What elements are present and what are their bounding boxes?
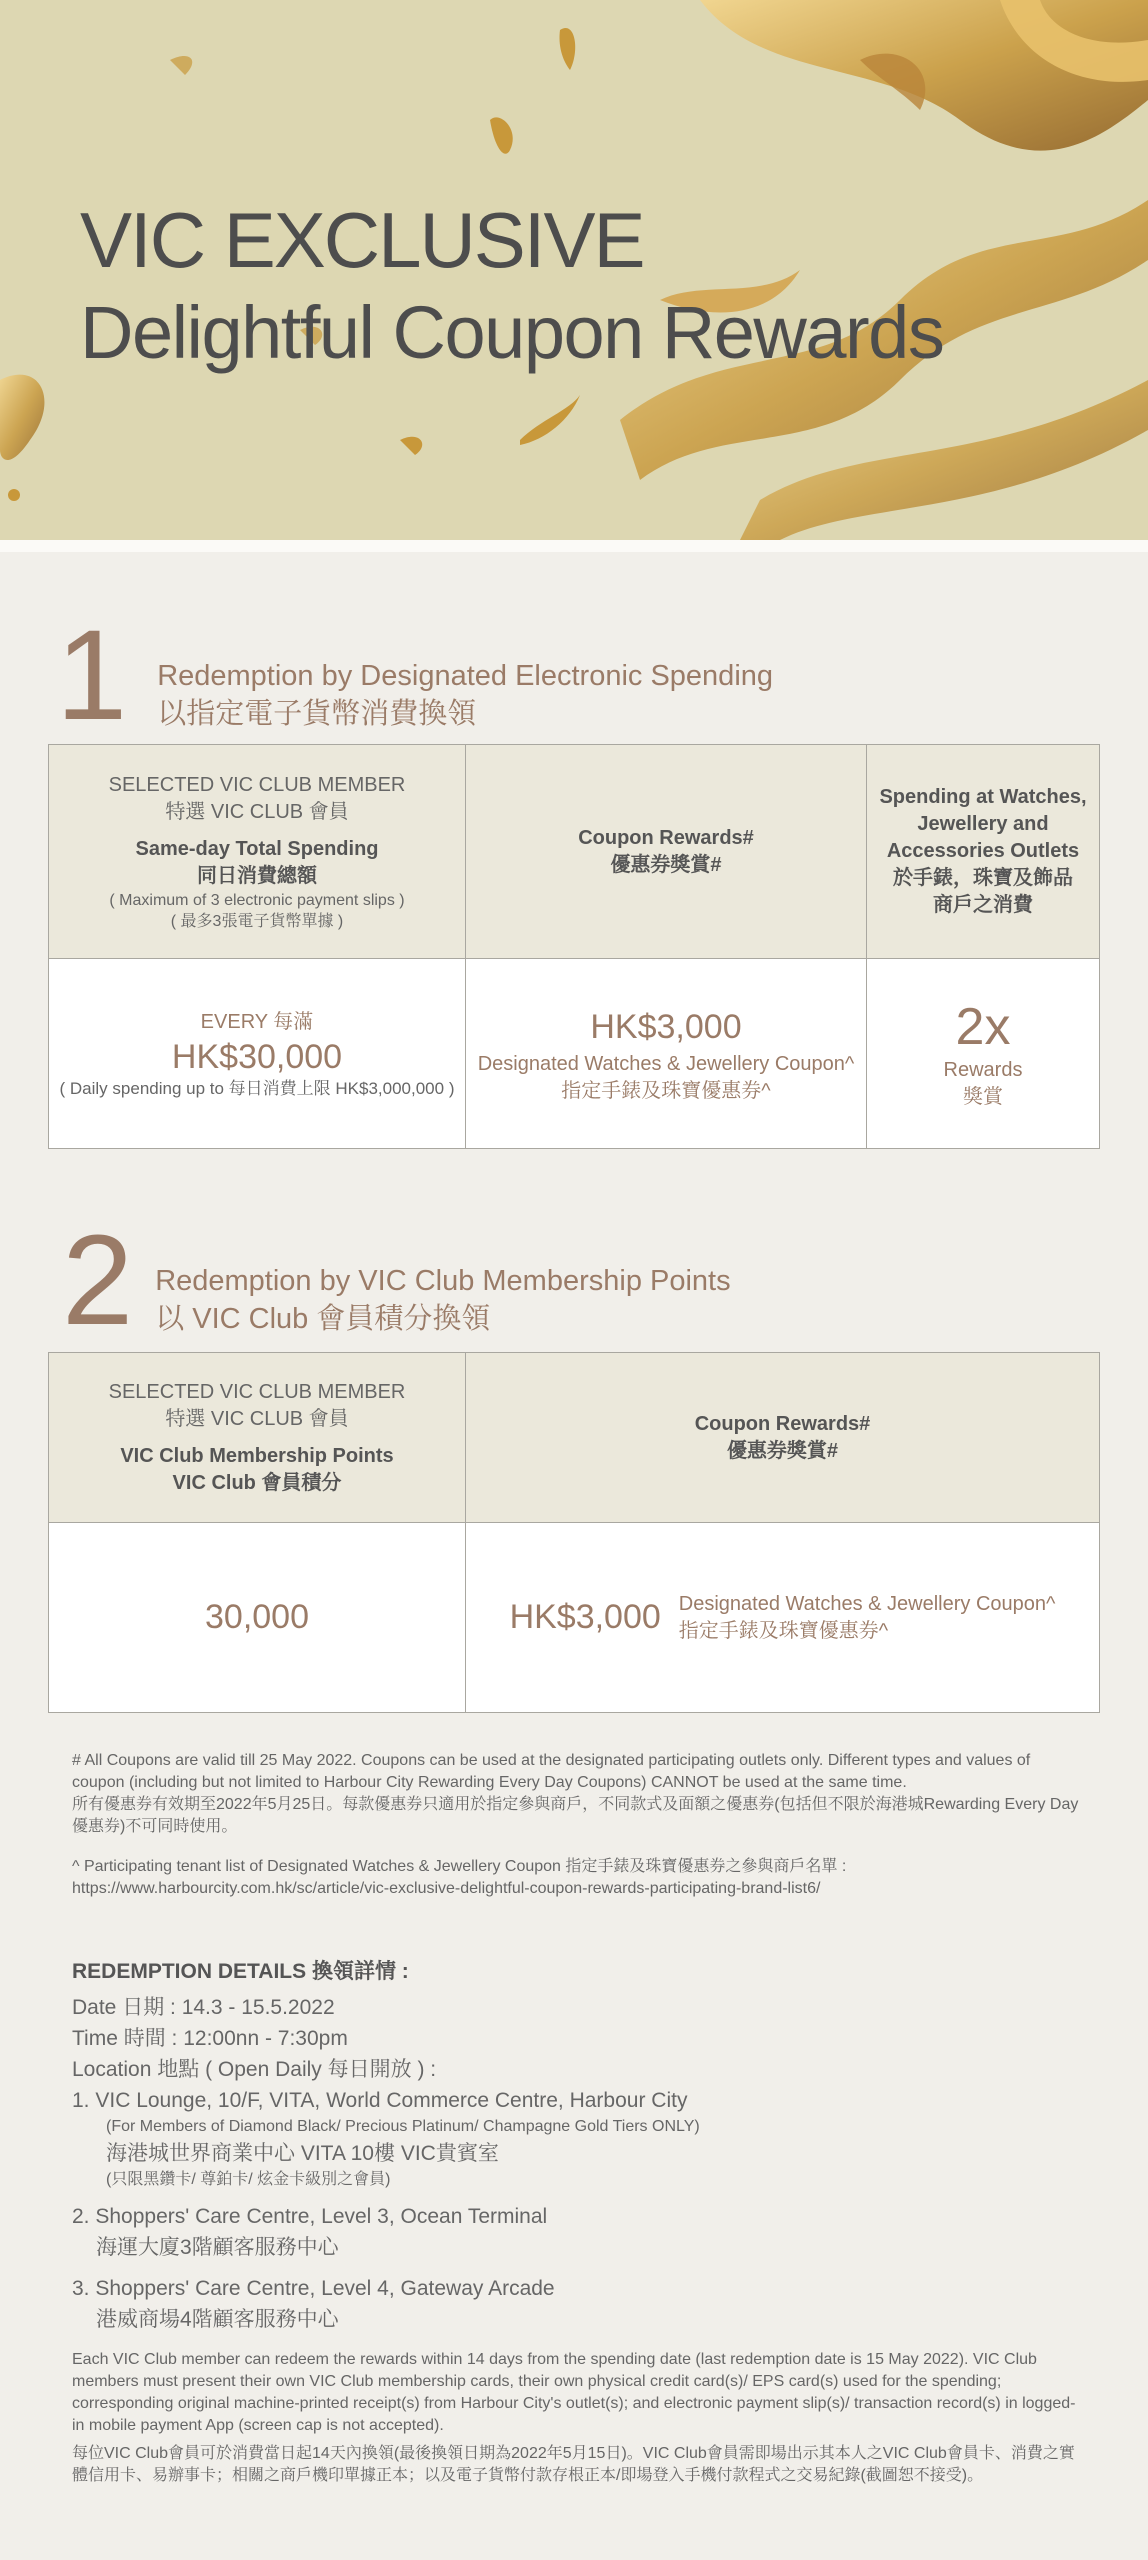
coupon-label-en: Coupon Rewards#: [694, 1412, 871, 1435]
watches-label-en3: Accessories Outlets: [886, 840, 1080, 862]
location-1-zh: 海港城世界商業中心 VITA 10樓 VIC貴賓室: [106, 2142, 499, 2165]
redemption-date: Date 日期 : 14.3 - 15.5.2022: [72, 1996, 335, 2019]
section1-table: [48, 744, 1100, 1149]
watches-label-en2: Jewellery and: [917, 813, 1049, 835]
coupon-validity-note-en: # All Coupons are valid till 25 May 2022. Coupons can be used at the designated participating outlets only. Different types and values of coupon (including but not limited to Harbour City Rewarding Every Day Coupons) CANNOT be used at the same time.: [72, 1752, 1031, 1791]
participating-list-url[interactable]: https://www.harbourcity.com.hk/sc/article/vic-exclusive-delightful-coupon-rewards-participating-brand-list6/: [72, 1880, 821, 1897]
location-2-zh: 海運大廈3階顧客服務中心: [96, 2236, 339, 2259]
reward-coupon-zh: 指定手錶及珠寶優惠券^: [561, 1079, 771, 1102]
section2-heading: [62, 1209, 731, 1352]
max-slips-en: ( Maximum of 3 electronic payment slips ): [109, 891, 405, 909]
redemption-location: Location 地點 ( Open Daily 每日開放 ) :: [72, 2058, 437, 2081]
points-label-en: VIC Club Membership Points: [120, 1444, 394, 1467]
section-number: 2: [62, 1209, 134, 1352]
terms-en: Each VIC Club member can redeem the rewards within 14 days from the spending date (last redemption date is 15 May 2022). VIC Club members must present their own VIC Club membership cards, their own physical credit card(s)/ EPS card(s) used for the spending; corresponding original machine-printed receipt(s) from Harbour City's outlet(s); and electronic payment slip(s)/ transaction record(s) in logged-in mobile payment App (screen cap is not accepted).: [72, 2351, 1076, 2434]
multiplier-cell: [867, 959, 1100, 1149]
points-value: 30,000: [205, 1598, 309, 1636]
section-title-zh: 以 VIC Club 會員積分換領: [155, 1303, 491, 1335]
coupon-header: [466, 1353, 1100, 1523]
redemption-time: Time 時間 : 12:00nn - 7:30pm: [72, 2027, 348, 2050]
section-title-zh: 以指定電子貨幣消費換領: [157, 698, 477, 730]
spending-label-zh: 同日消費總額: [197, 864, 317, 887]
spending-header: [49, 745, 466, 959]
reward-cell: [466, 1523, 1100, 1713]
every-label: EVERY 每滿: [200, 1011, 314, 1033]
location-3-zh: 港威商場4階顧客服務中心: [96, 2308, 339, 2331]
coupon-label-en: Coupon Rewards#: [578, 826, 754, 849]
coupon-label-zh: 優惠券獎賞#: [610, 853, 722, 876]
participating-list-note: ^ Participating tenant list of Designated Watches & Jewellery Coupon 指定手錶及珠寶優惠券之參與商戶名單 :: [72, 1858, 847, 1875]
rewards-label-zh: 獎賞: [963, 1085, 1003, 1108]
daily-limit: ( Daily spending up to 每日消費上限 HK$3,000,000 ): [59, 1079, 455, 1098]
redemption-title: REDEMPTION DETAILS 換領詳情 :: [72, 1960, 409, 1983]
section1-heading: [56, 604, 774, 747]
spending-label-en: Same-day Total Spending: [135, 837, 379, 860]
member-label-zh: 特選 VIC CLUB 會員: [165, 1407, 349, 1430]
points-label-zh: VIC Club 會員積分: [172, 1471, 342, 1494]
watches-label-zh2: 商戶之消費: [933, 894, 1033, 916]
member-label-zh: 特選 VIC CLUB 會員: [165, 800, 349, 823]
table-header-row: [49, 745, 1100, 959]
section-title-en: Redemption by Designated Electronic Spending: [157, 660, 774, 692]
member-label-en: SELECTED VIC CLUB MEMBER: [108, 773, 406, 796]
reward-coupon-en: Designated Watches & Jewellery Coupon^: [477, 1052, 855, 1075]
table-row: [49, 1523, 1100, 1713]
terms-zh: 每位VIC Club會員可於消費當日起14天內換領(最後換領日期為2022年5月15日)。VIC Club會員需即場出示其本人之VIC Club會員卡、消費之實體信用卡、易辦事卡；相關之商戶機印單據正本；以及電子貨幣付款存根正本/即場登入手機付款程式之交易紀錄(截圖恕不接受)。: [72, 2445, 1075, 2484]
main-content: [0, 552, 1148, 2560]
location-2-en: 2. Shoppers' Care Centre, Level 3, Ocean Terminal: [72, 2205, 548, 2228]
max-slips-zh: ( 最多3張電子貨幣單據 ): [170, 912, 344, 930]
hero-title-line1: VIC EXCLUSIVE: [80, 196, 644, 284]
hero-banner: [0, 0, 1148, 540]
section-title-en: Redemption by VIC Club Membership Points: [155, 1265, 731, 1297]
multiplier: 2x: [955, 997, 1011, 1056]
location-1-note-zh: (只限黑鑽卡/ 尊鉑卡/ 炫金卡級別之會員): [106, 2171, 391, 2188]
watches-label-en1: Spending at Watches,: [879, 786, 1087, 808]
rewards-label-en: Rewards: [943, 1058, 1023, 1081]
coupon-header: [466, 745, 867, 959]
terms: [72, 2349, 1082, 2487]
redemption-details: [72, 1992, 1082, 2335]
reward-coupon-en: Designated Watches & Jewellery Coupon^: [678, 1592, 1056, 1615]
coupon-label-zh: 優惠券獎賞#: [726, 1439, 839, 1462]
points-header: [49, 1353, 466, 1523]
hero-title-line2: Delightful Coupon Rewards: [80, 291, 944, 374]
reward-cell: [466, 959, 867, 1149]
reward-amount: HK$3,000: [509, 1598, 661, 1636]
table-header-row: [49, 1353, 1100, 1523]
location-1-en: 1. VIC Lounge, 10/F, VITA, World Commerce Centre, Harbour City: [72, 2089, 688, 2112]
reward-amount: HK$3,000: [590, 1007, 742, 1046]
reward-coupon-zh: 指定手錶及珠寶優惠券^: [678, 1619, 889, 1642]
spending-amount: HK$30,000: [171, 1038, 343, 1076]
spending-cell: [49, 959, 466, 1149]
watches-header: [867, 745, 1100, 959]
watches-label-zh1: 於手錶，珠寶及飾品: [893, 867, 1073, 889]
coupon-validity-note-zh: 所有優惠券有效期至2022年5月25日。每款優惠券只適用於指定參與商戶，不同款式及面額之優惠券(包括但不限於海港城Rewarding Every Day優惠券)不可同時使用。: [72, 1796, 1079, 1835]
member-label-en: SELECTED VIC CLUB MEMBER: [108, 1380, 406, 1403]
location-3-en: 3. Shoppers' Care Centre, Level 4, Gateway Arcade: [72, 2277, 555, 2300]
footnotes: [72, 1750, 1082, 1900]
section2-table: [48, 1352, 1100, 1713]
divider: [0, 540, 1148, 552]
section-number: 1: [56, 604, 128, 747]
table-row: [49, 959, 1100, 1149]
location-1-note-en: (For Members of Diamond Black/ Precious Platinum/ Champagne Gold Tiers ONLY): [106, 2118, 700, 2135]
points-cell: [49, 1523, 466, 1713]
